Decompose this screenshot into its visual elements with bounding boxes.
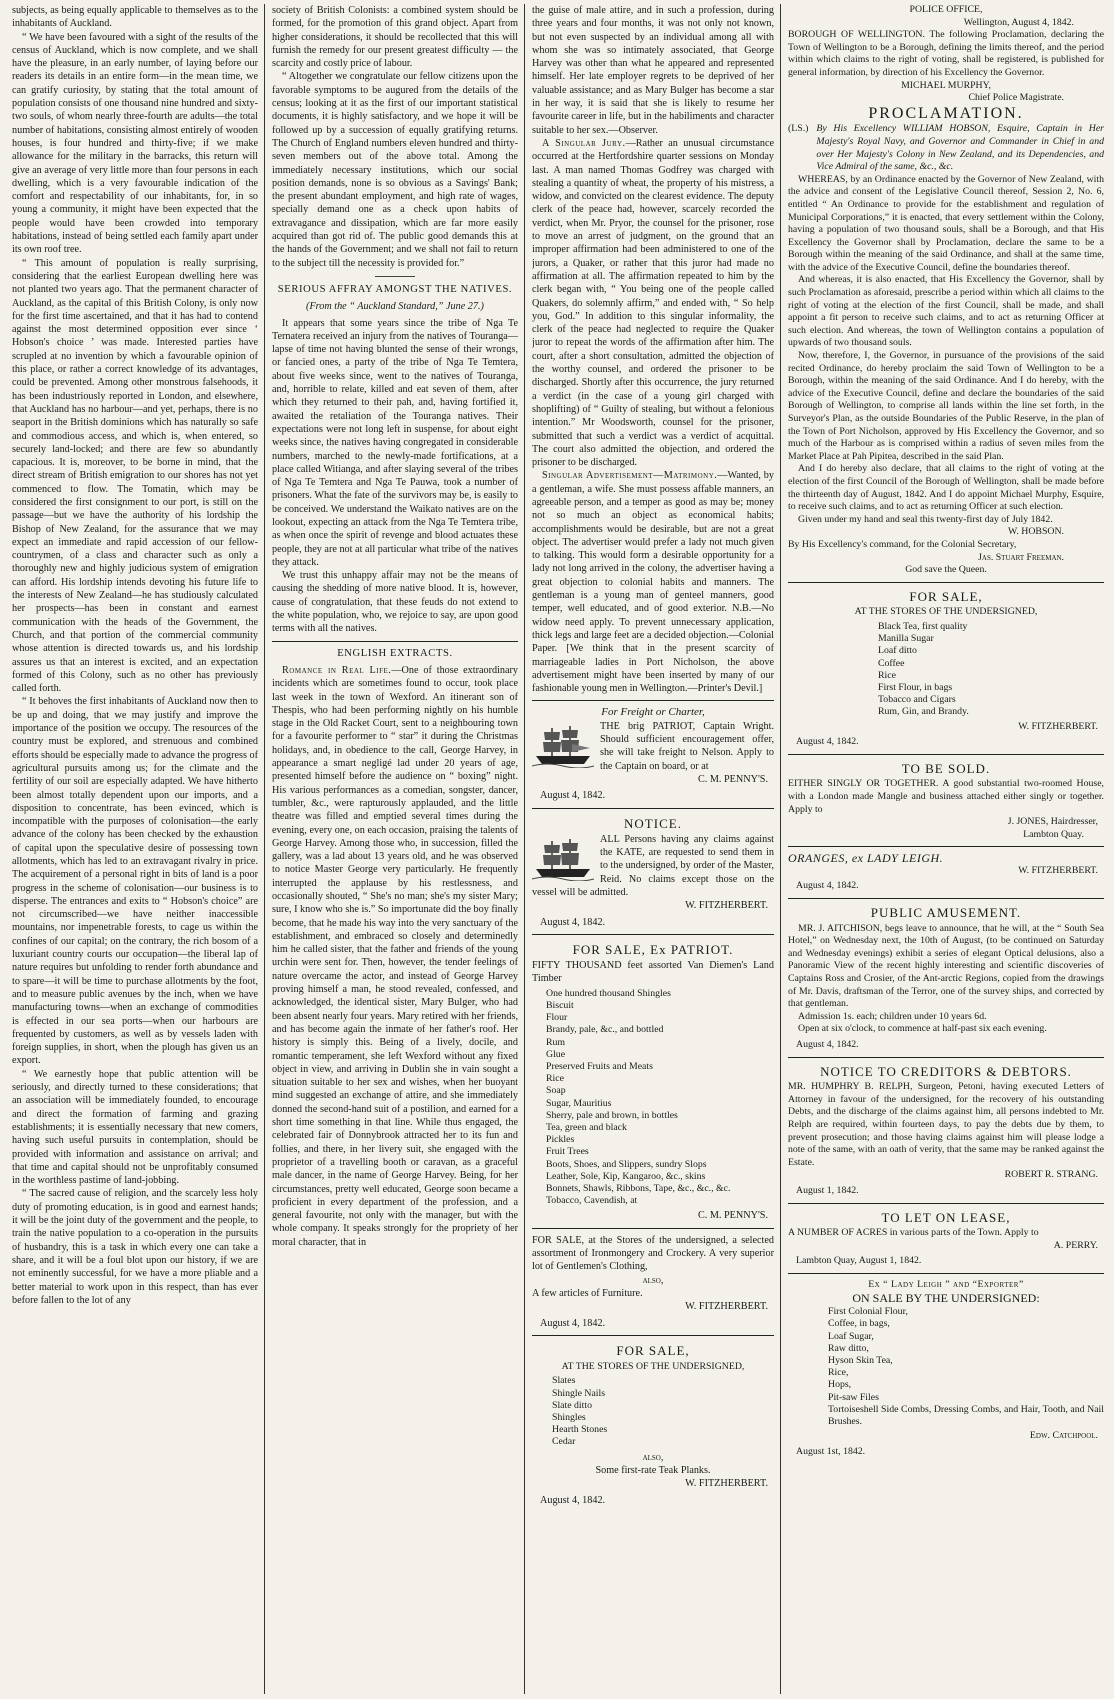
ad-heading: ORANGES, ex LADY LEIGH. bbox=[788, 852, 944, 866]
paragraph-text: —Wanted, by a gentleman, a wife. She must possess affable manners, an agreeable person, and a temper as good as may be; money not so much an object as economical habits; accomplishments would be desirable, but are not a great object. The advertiser would prefer a lady not much given to talking. This would form a desirable opportunity for a lady not long arrived in the colony, the advertiser having a great objection to colonial habits and manners. The gentleman is a young man of genteel manners, good temper, well educated, and of good exterior. N.B.—No widow need apply. To prevent unnecessary application, thick legs and large feet are a decided objection.—Colonial Paper. [We think that in the present scarcity of marriageable ladies in Port Nicholson, the above advertisement might have been inserted by many of our fashionable young men in Wellington.—Printer's Devil.] bbox=[532, 470, 774, 695]
list-item: Shingles bbox=[552, 1412, 586, 1424]
proclamation-command: By His Excellency's command, for the Colonial Secretary, bbox=[788, 538, 1017, 550]
list-item: Glue bbox=[546, 1048, 566, 1060]
ad-text: A few articles of Furniture. bbox=[532, 1287, 643, 1299]
ad-signature: W. FITZHERBERT. bbox=[685, 1478, 768, 1490]
proclamation-signature: W. HOBSON. bbox=[1008, 526, 1064, 538]
ad-text: THE brig PATRIOT, Captain Wright. Should sufficient encouragement offer, she will take freight to Nelson. Apply to the Captain on board, or at bbox=[600, 720, 774, 772]
proclamation-by: By His Excellency WILLIAM HOBSON, Esquire, Captain in Her Majesty's Royal Navy, and Governor and Commander in Chief in and over Her Majesty's Colony in New Zealand, and its Dependencies, and Vice Admiral of the same, &c., &c. bbox=[816, 123, 1104, 173]
paragraph: “ Altogether we congratulate our fellow citizens upon the favorable symptoms to be augured from the details of the census; looking at it as the first of our important statistical documents, it is highly satisfactory, and we hope it will be followed up by a succession of equally gratifying returns. The Church of England numbers eleven hundred and thirty-seven members out of the above total. Among the immediately necessary institutions, which our social position demands, none is so obvious as a Savings' Bank; the present abundant employment, and high rate of wages, specially demand one as a check upon habits of extravagance and dissipation, which are far more easily acquired than got rid of. The public good demands this at the hands of the Government; and we shall not fail to return to the subject till the necessity is provided for.” bbox=[272, 71, 518, 269]
ad-heading: TO LET ON LEASE, bbox=[881, 1209, 1011, 1225]
ad-date: August 1, 1842. bbox=[796, 1184, 859, 1196]
divider bbox=[788, 898, 1104, 899]
divider bbox=[788, 1203, 1104, 1204]
paragraph: WHEREAS, by an Ordinance enacted by the Governor of New Zealand, with the advice and consent of the Legislative Council thereof, Session 2, No. 6, entitled “ An Ordinance to provide for the establishment and regulation of Municipal Corporations,” it is enacted, that every settlement within the Colony, having a population of two thousand souls, shall be a Borough, and that His Excellency the Governor shall by Proclamation, declare the same to be a Borough within the meaning of the said Ordinance, and shall at the same time, with the advice of the Executive Council, define the boundaries thereof. bbox=[788, 173, 1104, 273]
ad-date: August 4, 1842. bbox=[540, 1317, 606, 1329]
god-save-queen: God save the Queen. bbox=[905, 564, 987, 576]
ad-date: August 4, 1842. bbox=[796, 1039, 859, 1050]
ad-subheading: AT THE STORES OF THE UNDERSIGNED, bbox=[854, 606, 1038, 618]
list-item: Black Tea, first quality bbox=[878, 620, 968, 632]
ad-also: also, bbox=[642, 1451, 664, 1463]
list-item: Biscuit bbox=[546, 999, 574, 1011]
ad-item-list bbox=[552, 1375, 774, 1448]
ad-text: MR. J. AITCHISON, begs leave to announce, that he will, at the “ South Sea Hotel,” on Wednesday next, the 10th of August, (to be continued on Saturday and Wednesday evenings) exhibit a series of elegant Optical delusions, also a Panoramic View of the recent highly interesting and scientific discoveries of Captains Ross and Crosier, of the Ant-arctic Regions, copied from the drawings of Mr. Davis, draftsman of the Terror, one of the survey ships, and corrected by that gentleman. bbox=[788, 922, 1104, 1010]
ad-text: Open at six o'clock, to commence at half-past six each evening. bbox=[798, 1023, 1047, 1035]
paragraph bbox=[532, 137, 774, 469]
list-item: Coffee, in bags, bbox=[828, 1318, 890, 1330]
list-item: Rum, Gin, and Brandy. bbox=[878, 706, 969, 718]
list-item: Manilla Sugar bbox=[878, 633, 934, 645]
section-heading: ENGLISH EXTRACTS. bbox=[337, 647, 453, 659]
divider bbox=[532, 1335, 774, 1336]
ad-freight bbox=[532, 706, 774, 802]
paragraph: And whereas, it is also enacted, that His Excellency the Governor, shall by such Proclamation as aforesaid, prescribe a period within which all claims to the right of voting at the election of the first Council, shall be made, and shall appoint a fit person to receive such claims, and to act as returning Officer at such election. And whereas, the town of Wellington contains a population of upwards of two thousand souls. bbox=[788, 274, 1104, 349]
ad-exporter bbox=[788, 1279, 1104, 1458]
divider bbox=[788, 754, 1104, 755]
ad-heading: FOR SALE, bbox=[616, 1342, 690, 1358]
divider bbox=[788, 846, 1104, 847]
list-item: Tobacco and Cigars bbox=[878, 694, 956, 706]
paragraph bbox=[532, 469, 774, 695]
ad-heading: Ex “ Lady Leigh ” and “Exporter” bbox=[868, 1278, 1024, 1290]
ad-heading: FOR SALE, bbox=[909, 588, 983, 604]
column-rule bbox=[780, 4, 781, 1694]
divider bbox=[788, 582, 1104, 583]
ship-icon bbox=[532, 835, 594, 881]
police-title: Chief Police Magistrate. bbox=[968, 92, 1064, 104]
ad-text: ALL Persons having any claims against the KATE, are requested to send them in to the undersigned, by order of the Master, Reid. No claims except those on the vessel will be admitted. bbox=[532, 833, 774, 898]
paragraph: society of British Colonists: a combined system should be formed, for the promotion of this grand object. Apart from higher considerations, it should be recollected that this will furnish the remedy for our present greatest difficulty — the scarcity and costly price of labour. bbox=[272, 5, 518, 70]
ad-public-amusement bbox=[788, 904, 1104, 1052]
paragraph: “ It behoves the first inhabitants of Auckland now then to be up and doing, that we may justify and improve the importance of the position we occupy. The resources of the country must be explored, and strenuous and combined efforts should be especially made to advance the progress of agricultural pursuits among us; for the climate and the fertility of our soil are especially adapted. We have hitherto been almost totally dependent upon our imports, and a disposition to concentrate, has been evinced, which is incompatible with the purposes of colonisation—the early advance of the colony has been checked by the exhaustion of capital upon the speculative desire of possessing town allotments, which has led to an extravagant rivalry in price. The acquirement of a personal right in bits of land is a poor progress in the scheme of colonisation—our business is to disperse. The entrances and exits to “ Hobson's choice” are not circumscribed—we have neither inaccessible mountains, nor impenetrable forests, to cage us within the confines of our capital; on the contrary, the rich bosom of a luxuriant country courts our occupation—the liberal lap of nature requires but unfolding to render forth abundance and to spare—it will be time to purchase allotments by the foot, and to measure public avenues by the inch, when we have manufacturing towns—when an exchange of commodities is effected in our sea ports—when our harbours are frequented by customers, as well as by vessels laden with foreign supplies, in short, when the plough has given us an export. bbox=[12, 696, 258, 1067]
divider bbox=[532, 808, 774, 809]
ad-notice bbox=[532, 814, 774, 929]
paragraph: “ This amount of population is really surprising, considering that the earliest European dwelling here was not planted two years ago. That the permanent character of Auckland, as the capital of this British Colony, is only now for the first time ascertained, and that it has had to contend against the most determined opposition ever since ‘ Hobson's choice ’ was made. Interested parties have scrupled at no invention by which a favourable opinion of this place, or rather a correct knowledge of its advantages, could be prevented. Among other monstrous falsehoods, it has been industriously reported in London, and elsewhere, that Auckland has no harbour—and yet, perhaps, there is no seaport in the British dominions which has naturally so safe and commodious access, and which is, when entered, so securely land-locked; and there are few so abundantly capacious. It is, moreover, to be borne in mind, that the direct stream of British emigration to our shores has not yet commenced to flow. The Tomatin, which may be considered the first consignment to our port, is still on the passage—but we have the authority of his lordship the Bishop of New Zealand, for the assurance that we may expect an immediate and rapid accession of our fellow-countrymen, of a class and character such as only a thoroughly new and highly judicious system of emigration can afford. His lordship intends devoting his future life to the interests of New Zealand—he has studiously calculated her prospects—has been in constant and earnest communication with the heads of the Government, the Church, and that portion of the commercial community whose attention is directed towards us, and his lordship assures us that an interest is excited, and an expectation formed of this Colony, such as no other has previously called forth. bbox=[12, 257, 258, 695]
ad-signature: C. M. PENNY'S. bbox=[697, 773, 768, 785]
ad-text: MR. HUMPHRY B. RELPH, Surgeon, Petoni, having executed Letters of Attorney in favour of the undersigned, for the recovery of his outstanding Debts, and the discharge of the claims against him, all persons indebted to Mr. Relph are required, within fourteen days, to pay the debts due by them, to prevent prosecution; and those having claims against him will please lodge a note of the same, with an oath of verity, that the same may be ranked against the Estate. bbox=[788, 1081, 1104, 1168]
police-heading: POLICE OFFICE, bbox=[909, 4, 983, 15]
list-item: Coffee bbox=[878, 657, 905, 669]
ad-place: Lambton Quay. bbox=[1023, 828, 1084, 840]
paragraph: “ The sacred cause of religion, and the scarcely less holy duty of promoting education, is in good and earnest hands; it will be the joint duty of the government and the people, to train the native population to a co-operation in the pursuits of husbandry, this is a task in which every one can take a share, and it will be a foul blot upon our history, if we are not eminently successful, for we have a more pliable and a better material to work upon in this respect, than has ever before fallen to the lot of any bbox=[12, 1188, 258, 1306]
ad-signature: ROBERT R. STRANG. bbox=[1004, 1169, 1098, 1181]
list-item: Bonnets, Shawls, Ribbons, Tape, &c., &c., &c. bbox=[546, 1183, 731, 1195]
ad-date: August 4, 1842. bbox=[796, 736, 859, 748]
paragraph: the guise of male attire, and in such a profession, during three years and four months, it was not only not known, but not even suspected by an individual among all with whom she was so intimately associated, that George Harvey was other than what he appeared and represented himself. Her late employer regrets to be deprived of her valuable assistance; and as Mary Bulger has become a star in her way, it is said that she is likely to resume her favourite career in life, but in the habiliments and character suitable to her sex.—Observer. bbox=[532, 5, 774, 136]
column-1 bbox=[12, 4, 258, 1694]
list-item: Flour bbox=[546, 1012, 568, 1024]
ad-item-list bbox=[828, 1306, 1104, 1428]
list-item: Pit-saw Files bbox=[828, 1391, 879, 1403]
ad-signature: A. PERRY. bbox=[1053, 1239, 1098, 1251]
list-item: Hops, bbox=[828, 1379, 852, 1391]
list-item: Boots, Shoes, and Slippers, sundry Slops bbox=[546, 1158, 707, 1170]
ad-text: FIFTY THOUSAND feet assorted Van Diemen's Land Timber bbox=[532, 960, 774, 985]
divider bbox=[532, 700, 774, 701]
paragraph: Now, therefore, I, the Governor, in pursuance of the provisions of the said recited Ordinance, do hereby proclaim the said Town of Wellington to be a Borough, within the meaning of the said Ordinance. And I do hereby, with the advice of the Executive Council, define and declare the boundaries of the said Borough of Wellington, to comprise all lands within the line set forth, in the Surveyor's Plan, as the outside Boundaries of the Public Reserve, in the plan of the Town of Port Nicholson, approved by His Excellency the Governor, and so much of the Harbour as is comprised within a radius of seven miles from the Market Place at Pah Pipitea, described in the said Plan. bbox=[788, 350, 1104, 462]
ad-oranges bbox=[788, 852, 1104, 893]
paragraph: subjects, as being equally applicable to themselves as to the inhabitants of Auckland. bbox=[12, 5, 258, 30]
column-rule bbox=[524, 4, 525, 1694]
list-item: One hundred thousand Shingles bbox=[546, 987, 671, 999]
ad-signature: W. FITZHERBERT. bbox=[1018, 720, 1098, 732]
paragraph-lead: Singular Advertisement—Matrimony. bbox=[542, 470, 718, 482]
column-4 bbox=[788, 4, 1104, 1694]
paragraph: We trust this unhappy affair may not be the means of causing the shedding of more native blood. It is, however, cause of congratulation, that these feuds do not extend to the white population, who, we rejoice to say, are upon good terms with all the natives. bbox=[272, 570, 518, 635]
ship-icon bbox=[532, 722, 594, 768]
ad-text: Admission 1s. each; children under 10 years 6d. bbox=[798, 1010, 987, 1022]
list-item: Sherry, pale and brown, in bottles bbox=[546, 1109, 678, 1121]
ad-text: A NUMBER OF ACRES in various parts of the Town. Apply to bbox=[788, 1227, 1039, 1239]
ad-signature: C. M. PENNY'S. bbox=[697, 1210, 768, 1222]
column-rule bbox=[264, 4, 265, 1694]
list-item: Raw ditto, bbox=[828, 1342, 869, 1354]
list-item: First Flour, in bags bbox=[878, 681, 953, 693]
ad-text: Some first-rate Teak Planks. bbox=[595, 1464, 711, 1476]
list-item: First Colonial Flour, bbox=[828, 1306, 908, 1318]
paragraph bbox=[272, 664, 518, 1249]
column-3 bbox=[532, 4, 774, 1694]
ad-date: August 4, 1842. bbox=[540, 1494, 606, 1506]
divider bbox=[788, 1273, 1104, 1274]
seal-mark: (LS.) bbox=[788, 123, 809, 135]
article-heading: SERIOUS AFFRAY AMONGST THE NATIVES. bbox=[277, 283, 513, 295]
list-item: Loaf Sugar, bbox=[828, 1330, 874, 1342]
ad-patriot bbox=[532, 940, 774, 1223]
ad-slates bbox=[532, 1341, 774, 1507]
list-item: Rice bbox=[546, 1073, 564, 1085]
paragraph: It appears that some years since the tribe of Nga Te Ternatera received an injury from the natives of Touranga—lapse of time not having blunted the sense of their wrongs, or fancied ones, a party of the tribe of Nga Te Temtera, about five weeks since, went to the natives of Touranga, and, horrible to relate, killed and eat seven of them, after which they returned to their pah, and, having fortified it, awaited the retaliation of the Touranga natives. Their expectations were not long left in suspense, for about eight weeks since, the natives having congregated in considerable numbers, marched to the newly-made fortifications, at a place called Witianga, and after slaying several of the tribes of Nga Te Temtera and Nga Te Pauwa, took a number of prisoners. What the fate of the survivors may be, is easily to be conceived. We understand the Waikato natives are on the lookout, expecting an attack from the Nga Te Temtera tribe, as when once the spirit of revenge and blood actuates these people, they are not at all particular what tribe of the natives they attack. bbox=[272, 317, 518, 568]
proclamation-heading: PROCLAMATION. bbox=[868, 104, 1024, 122]
list-item: Loaf ditto bbox=[878, 645, 917, 657]
list-item: Soap bbox=[546, 1085, 566, 1097]
ad-tea bbox=[788, 588, 1104, 749]
ad-item-list bbox=[546, 988, 774, 1208]
secretary-signature: Jas. Stuart Freeman. bbox=[978, 551, 1064, 563]
list-item: Leather, Sole, Kip, Kangaroo, &c., skins bbox=[546, 1170, 706, 1182]
list-item: Hyson Skin Tea, bbox=[828, 1354, 893, 1366]
proclamation-preamble bbox=[788, 123, 1104, 173]
ad-heading: TO BE SOLD. bbox=[901, 760, 991, 776]
paragraph: “ We earnestly hope that public attention will be seriously, and directly turned to these considerations; that an association will be immediately founded, to encourage and direct the formation of farming and grazing establishments; it is essentially necessary that new comers, having such useful pursuits in contemplation, should be provided with information and assistance on arrival; and that time and capital should not be unprofitably consumed in the worthless pastime of land-jobbing. bbox=[12, 1068, 258, 1187]
list-item: Sugar, Mauritius bbox=[546, 1097, 612, 1109]
ad-creditors bbox=[788, 1063, 1104, 1198]
ad-heading: NOTICE. bbox=[624, 815, 682, 831]
divider bbox=[532, 1228, 774, 1229]
ad-subheading: AT THE STORES OF THE UNDERSIGNED, bbox=[561, 1361, 745, 1373]
list-item: Hearth Stones bbox=[552, 1424, 608, 1436]
police-text: BOROUGH OF WELLINGTON. The following Proclamation, declaring the Town of Wellington to be a Borough, defining the limits thereof, and the period within which claims to the right of voting, shall be registered, is published for general information, by direction of his Excellency the Governor. bbox=[788, 29, 1104, 78]
list-item: Tortoiseshell Side Combs, Dressing Combs, and Hair, Tooth, and Nail Brushes. bbox=[828, 1403, 1104, 1427]
ad-signature: W. FITZHERBERT. bbox=[685, 900, 768, 912]
list-item: Rice bbox=[878, 669, 896, 681]
ad-heading: NOTICE TO CREDITORS & DEBTORS. bbox=[820, 1063, 1072, 1079]
paragraph: “ We have been favoured with a sight of the results of the census of Auckland, which is now complete, and we shall have the pleasure, in an early number, of laying before our readers its details in an entire form—in the mean time, we can gratify curiosity, by stating that the total amount of population consists of one thousand nine hundred and sixty-two souls, of whom nearly three-fourth are adults—the total number of habitations, consisting almost entirely of wooden houses, is four hundred and thirty-five; if we make allowance for the military in the barracks, this return will give an average of very little more than four persons in each dwelling, which is a very favourable indication of the comfort and respectability of our inhabitants, for, in so young a community, it might have been expected that the people would have been crowded into temporary habitations, instead of being settled each family apart under its own roof tree. bbox=[12, 31, 258, 256]
ad-signature: W. FITZHERBERT. bbox=[685, 1301, 768, 1313]
ad-date: August 4, 1842. bbox=[540, 790, 606, 802]
list-item: Preserved Fruits and Meats bbox=[546, 1061, 653, 1072]
ad-ironmongery bbox=[532, 1234, 774, 1330]
ad-signature: W. FITZHERBERT. bbox=[1018, 864, 1098, 876]
ad-date: August 1st, 1842. bbox=[796, 1445, 866, 1457]
paragraph-lead: A Singular Jury. bbox=[542, 137, 626, 149]
ad-subheading: ON SALE BY THE UNDERSIGNED: bbox=[852, 1290, 1040, 1305]
ad-place: Lambton Quay, August 1, 1842. bbox=[796, 1255, 922, 1267]
paragraph-lead: Romance in Real Life. bbox=[282, 664, 392, 676]
ad-lease bbox=[788, 1209, 1104, 1268]
ad-to-be-sold bbox=[788, 760, 1104, 842]
list-item: Cedar bbox=[552, 1436, 576, 1448]
ad-also: also, bbox=[642, 1274, 664, 1286]
ad-text: FOR SALE, at the Stores of the undersigned, a selected assortment of Ironmongery and Crockery. A very superior lot of Gentlemen's Clothing, bbox=[532, 1234, 774, 1273]
list-item: Slate ditto bbox=[552, 1399, 593, 1411]
ad-signature: Edw. Catchpool. bbox=[1029, 1430, 1098, 1442]
article-source: (From the “ Auckland Standard,” June 27.) bbox=[306, 301, 484, 313]
paragraph: Given under my hand and seal this twenty-first day of July 1842. bbox=[798, 513, 1053, 525]
list-item: Fruit Trees bbox=[546, 1146, 589, 1158]
ad-date: August 4, 1842. bbox=[796, 880, 859, 892]
list-item: Rum bbox=[546, 1036, 566, 1048]
ad-date: August 4, 1842. bbox=[540, 916, 606, 928]
police-signature: MICHAEL MURPHY, bbox=[901, 79, 991, 91]
list-item: Rice, bbox=[828, 1367, 849, 1379]
paragraph-text: —Rather an unusual circumstance occurred at the Hertfordshire quarter sessions on Monday last. A man named Thomas Godfrey was charged with stealing a quantity of wheat, the property of his mistress, a widow, and convicted on the clearest evidence. The deputy clerk of the peace had, however, scarcely recorded the verdict, when Mr. Pryor, the counsel for the prisoner, rose to move an arrest of judgment, on the ground that an improper affirmation had been administered to one of the jurors, a Quaker, or rather that this juror had made no affirmation at all. The affirmation repeated to him by the clerk began with, “ You being one of the people called Quakers, do solemnly affirm,” and ended with, “ So help you, God.” In addition to this singular informality, the clerk of the peace had neglected to require the Quaker juror to repeat the words of the affirmation after him. The court, after a short consultation, admitted the objection of the worthy counsel, and ordered the prisoner to be discharged. Shortly after this occurrence, the jury returned a verdict (in the case of a young girl charged with shoplifting) of “ Guilty of stealing, but without a felonious intention.” Mr Woodsworth, counsel for the prisoner, submitted that such a verdict was a verdict of acquittal. The court also admitted the objection, and ordered the prisoner to be discharged. bbox=[532, 137, 774, 469]
list-item: Tobacco, Cavendish, at bbox=[546, 1195, 638, 1207]
ad-heading: PUBLIC AMUSEMENT. bbox=[870, 905, 1022, 921]
ad-heading: For Freight or Charter, bbox=[601, 706, 705, 719]
paragraph-text: —One of those extraordinary incidents which are sometimes found to occur, took place last week in the town of Wexford. An itinerant son of Thespis, who had been performing nightly on his humble stage in the Old Racket Court, sent to a neighbouring town for a favourite performer to “ star” it during the Christmas holidays, and, in obedience to the call, George Harvey, in appearance a smart negligé lad under 20 years of age, presented himself before the audience on “ boxing” night. His various performances as a comedian, songster, dancer, tumbler, &c., were rapturously applauded, and the little theatre was filled and emptied several times during the evening, every one, on each occasion, praising the talents of George Harvey. Among those who, in succession, filled the gallery, was a lad about 13 years old, and he was observed to notice Master George very particularly. He frequently interrupted the applause by his restlessness, and occasionally shouted, “ She's no man; she's my sister Mary; sure, I know who she is.” So importunate did the boy finally become, that he made his way into the very sanctuary of the establishment, and embraced so closely and determinedly him he called sister, that the father and friends of the young urchin were sent for. Then, however, the tender feelings of nature overcame the actor, and instead of George Harvey proving himself a man, he stood revealed, confessed, and acknowledged, the identical sister, Mary Bulger, who had been absent nearly four years. Mary retired with her friends, and has become again the inmate of her father's roof. Her history is simply this. Being of a lively, docile, and romantic temperament, she left Wexford without any fixed object in view, and arriving in Dublin she in vain sought a situation suitable to her sex and wishes, when her buoyant mind suggested an exchange of attire, and she immediately donned the second-hand suit of a postilion, and earned for a short time something in that line. While thus engaged, the celebrated fair of Donnybrook attracted her to its fun and follies, and there, in her livery suit, she engaged with the proprietor of a travelling booth or caravan, as a graceful male dancer, in the name of George Harvey. Being, for her circumstances, pretty well educated, George soon became a proficient in every department of the profession, and a general favourite, not only with the manager, but with the whole company. It speaks strongly for the propriety of her moral character, that in bbox=[272, 664, 518, 1248]
ad-item-list bbox=[878, 621, 1104, 719]
divider bbox=[788, 1057, 1104, 1058]
list-item: Shingle Nails bbox=[552, 1387, 606, 1399]
list-item: Tea, green and black bbox=[546, 1122, 627, 1134]
divider bbox=[272, 641, 518, 642]
police-dateline: Wellington, August 4, 1842. bbox=[963, 16, 1074, 28]
ad-signature: J. JONES, Hairdresser, bbox=[1007, 816, 1098, 828]
divider bbox=[375, 276, 415, 277]
ad-text: EITHER SINGLY OR TOGETHER. A good substantial two-roomed House, with a London made Mangle and business attached either singly or together. Apply to bbox=[788, 778, 1104, 815]
divider bbox=[532, 934, 774, 935]
list-item: Brandy, pale, &c., and bottled bbox=[546, 1024, 664, 1036]
list-item: Slates bbox=[552, 1375, 576, 1387]
list-item: Pickles bbox=[546, 1134, 575, 1146]
column-2 bbox=[272, 4, 518, 1694]
paragraph: And I do hereby also declare, that all claims to the right of voting at the election of the first Council of the Borough of Wellington, shall be made before the thirteenth day of August, 1842. And I do appoint Michael Murphy, Esquire, to receive such claims, and to act as returning Officer at such election. bbox=[788, 463, 1104, 513]
ad-heading: FOR SALE, Ex PATRIOT. bbox=[572, 941, 734, 957]
